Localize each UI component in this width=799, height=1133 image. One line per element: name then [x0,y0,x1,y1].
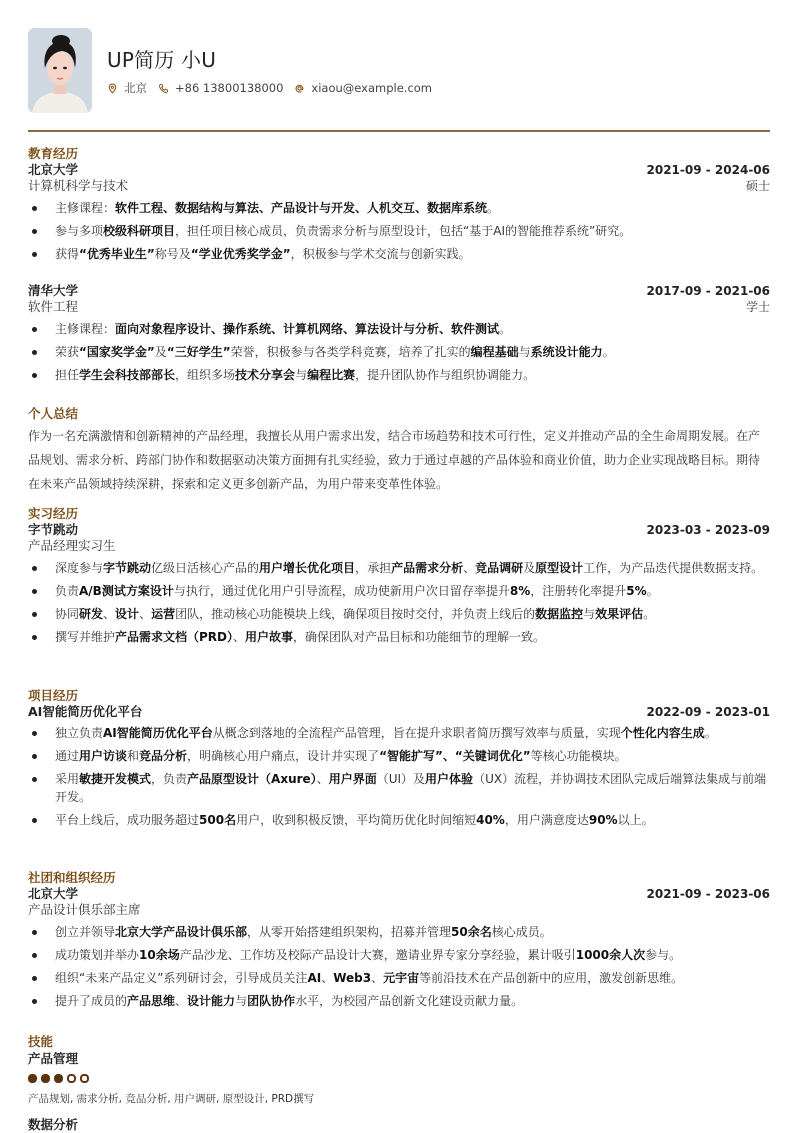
date-range: 2017-09 - 2021-06 [646,284,770,298]
summary-section [28,406,770,496]
school-name: 清华大学 [28,283,79,298]
skill-level-rating [28,1074,770,1083]
education-section [28,146,770,263]
resume-header [28,0,770,128]
candidate-name: UP简历 小U [107,48,217,72]
location-pin-icon [107,83,118,94]
date-range: 2022-09 - 2023-01 [646,705,770,719]
club-role: 产品设计俱乐部主席 [28,902,141,917]
bullet-item: 采用敏捷开发模式，负责产品原型设计（Axure）、用户界面（UI）及用户体验（UX）流程，并协调技术团队完成后端算法集成与前端开发。 [28,770,770,806]
header-divider [28,130,770,132]
rating-dot-empty-icon [67,1074,76,1083]
rating-dot-filled-icon [41,1074,50,1083]
bullet-item: 荣获“国家奖学金”及“三好学生”荣誉，积极参与各类学科竞赛，培养了扎实的编程基础与系统设计能力。 [28,343,770,361]
portrait-image [28,28,92,113]
bullet-list [28,199,770,263]
skill-item [28,1051,770,1106]
internship-section [28,506,770,646]
date-range: 2023-03 - 2023-09 [646,523,770,537]
section-title-education: 教育经历 [28,146,79,161]
contact-phone[interactable] [158,80,283,96]
school-name: 北京大学 [28,162,79,177]
bullet-item: 获得“优秀毕业生”称号及“学业优秀奖学金”，积极参与学术交流与创新实践。 [28,245,770,263]
bullet-item: 深度参与字节跳动亿级日活核心产品的用户增长优化项目，承担产品需求分析、竞品调研及原型设计工作，为产品迭代提供数据支持。 [28,559,770,577]
bullet-item: 协同研发、设计、运营团队，推动核心功能模块上线，确保项目按时交付，并负责上线后的数据监控与效果评估。 [28,605,770,623]
contact-location [107,80,147,96]
major: 软件工程 [28,299,79,314]
phone-text: +86 13800138000 [175,81,284,95]
skill-name: 数据分析 [28,1117,79,1132]
bullet-list [28,559,770,646]
bullet-list [28,923,770,1010]
section-title-projects: 项目经历 [28,688,79,703]
resume-page [28,0,770,1132]
education-entry [28,162,770,263]
bullet-item: 成功策划并举办10余场产品沙龙、工作坊及校际产品设计大赛，邀请业界专家分享经验，累计吸引1000余人次参与。 [28,946,770,964]
bullet-item: 提升了成员的产品思维、设计能力与团队协作水平，为校园产品创新文化建设贡献力量。 [28,992,770,1010]
rating-dot-filled-icon [28,1074,37,1083]
major: 计算机科学与技术 [28,178,129,193]
bullet-item: 主修课程：面向对象程序设计、操作系统、计算机网络、算法设计与分析、软件测试。 [28,320,770,338]
avatar [28,28,92,113]
bullet-list [28,724,770,829]
skill-item [28,1117,770,1133]
rating-dot-empty-icon [80,1074,89,1083]
section-title-internship: 实习经历 [28,506,79,521]
company-name: 字节跳动 [28,522,79,537]
bullet-item: 组织“未来产品定义”系列研讨会，引导成员关注AI、Web3、元宇宙等前沿技术在产品创新中的应用，激发创新思维。 [28,969,770,987]
email-text: xiaou@example.com [311,81,433,95]
bullet-item: 通过用户访谈和竞品分析，明确核心用户痛点，设计并实现了“智能扩写”、“关键词优化”等核心功能模块。 [28,747,770,765]
summary-text: 作为一名充满激情和创新精神的产品经理，我擅长从用户需求出发，结合市场趋势和技术可行性，定义并推动产品的全生命周期发展。在产品规划、需求分析、跨部门协作和数据驱动决策方面拥有扎实经验，致力于通过卓越的产品体验和商业价值，助力企业实现战略目标。期待在未来产品领域持续深耕，探索和定义更多创新产品，为用户带来变革性体验。 [28,429,761,491]
contact-info [107,80,437,96]
section-title-skills: 技能 [28,1034,54,1049]
skills-section [28,1034,770,1133]
bullet-item: 独立负责AI智能简历优化平台从概念到落地的全流程产品管理，旨在提升求职者简历撰写效率与质量，实现个性化内容生成。 [28,724,770,742]
bullet-item: 参与多项校级科研项目，担任项目核心成员，负责需求分析与原型设计，包括“基于AI的智能推荐系统”研究。 [28,222,770,240]
bullet-item: 担任学生会科技部部长，组织多场技术分享会与编程比赛，提升团队协作与组织协调能力。 [28,366,770,384]
date-range: 2021-09 - 2023-06 [646,887,770,901]
section-title-clubs: 社团和组织经历 [28,870,116,885]
bullet-list [28,320,770,384]
skill-name: 产品管理 [28,1051,79,1066]
job-title: 产品经理实习生 [28,538,116,553]
date-range: 2021-09 - 2024-06 [646,163,770,177]
at-sign-icon [294,83,305,94]
bullet-item: 负责A/B测试方案设计与执行，通过优化用户引导流程，成功使新用户次日留存率提升8%，注册转化率提升5%。 [28,582,770,600]
skill-description: 产品规划, 需求分析, 竞品分析, 用户调研, 原型设计, PRD撰写 [28,1093,315,1105]
rating-dot-filled-icon [54,1074,63,1083]
project-name: AI智能简历优化平台 [28,704,143,719]
degree: 学士 [745,300,770,314]
degree: 硕士 [745,179,770,193]
education-entry [28,283,770,384]
contact-email[interactable] [294,80,432,96]
projects-section [28,688,770,829]
location-text: 北京 [124,81,147,95]
bullet-item: 平台上线后，成功服务超过500名用户，收到积极反馈，平均简历优化时间缩短40%，用户满意度达90%以上。 [28,811,770,829]
bullet-item: 撰写并维护产品需求文档（PRD）、用户故事，确保团队对产品目标和功能细节的理解一致。 [28,628,770,646]
section-title-summary: 个人总结 [28,406,79,421]
bullet-item: 创立并领导北京大学产品设计俱乐部，从零开始搭建组织架构，招募并管理50余名核心成员。 [28,923,770,941]
org-name: 北京大学 [28,886,79,901]
phone-icon [158,83,169,94]
clubs-section [28,870,770,1010]
bullet-item: 主修课程：软件工程、数据结构与算法、产品设计与开发、人机交互、数据库系统。 [28,199,770,217]
